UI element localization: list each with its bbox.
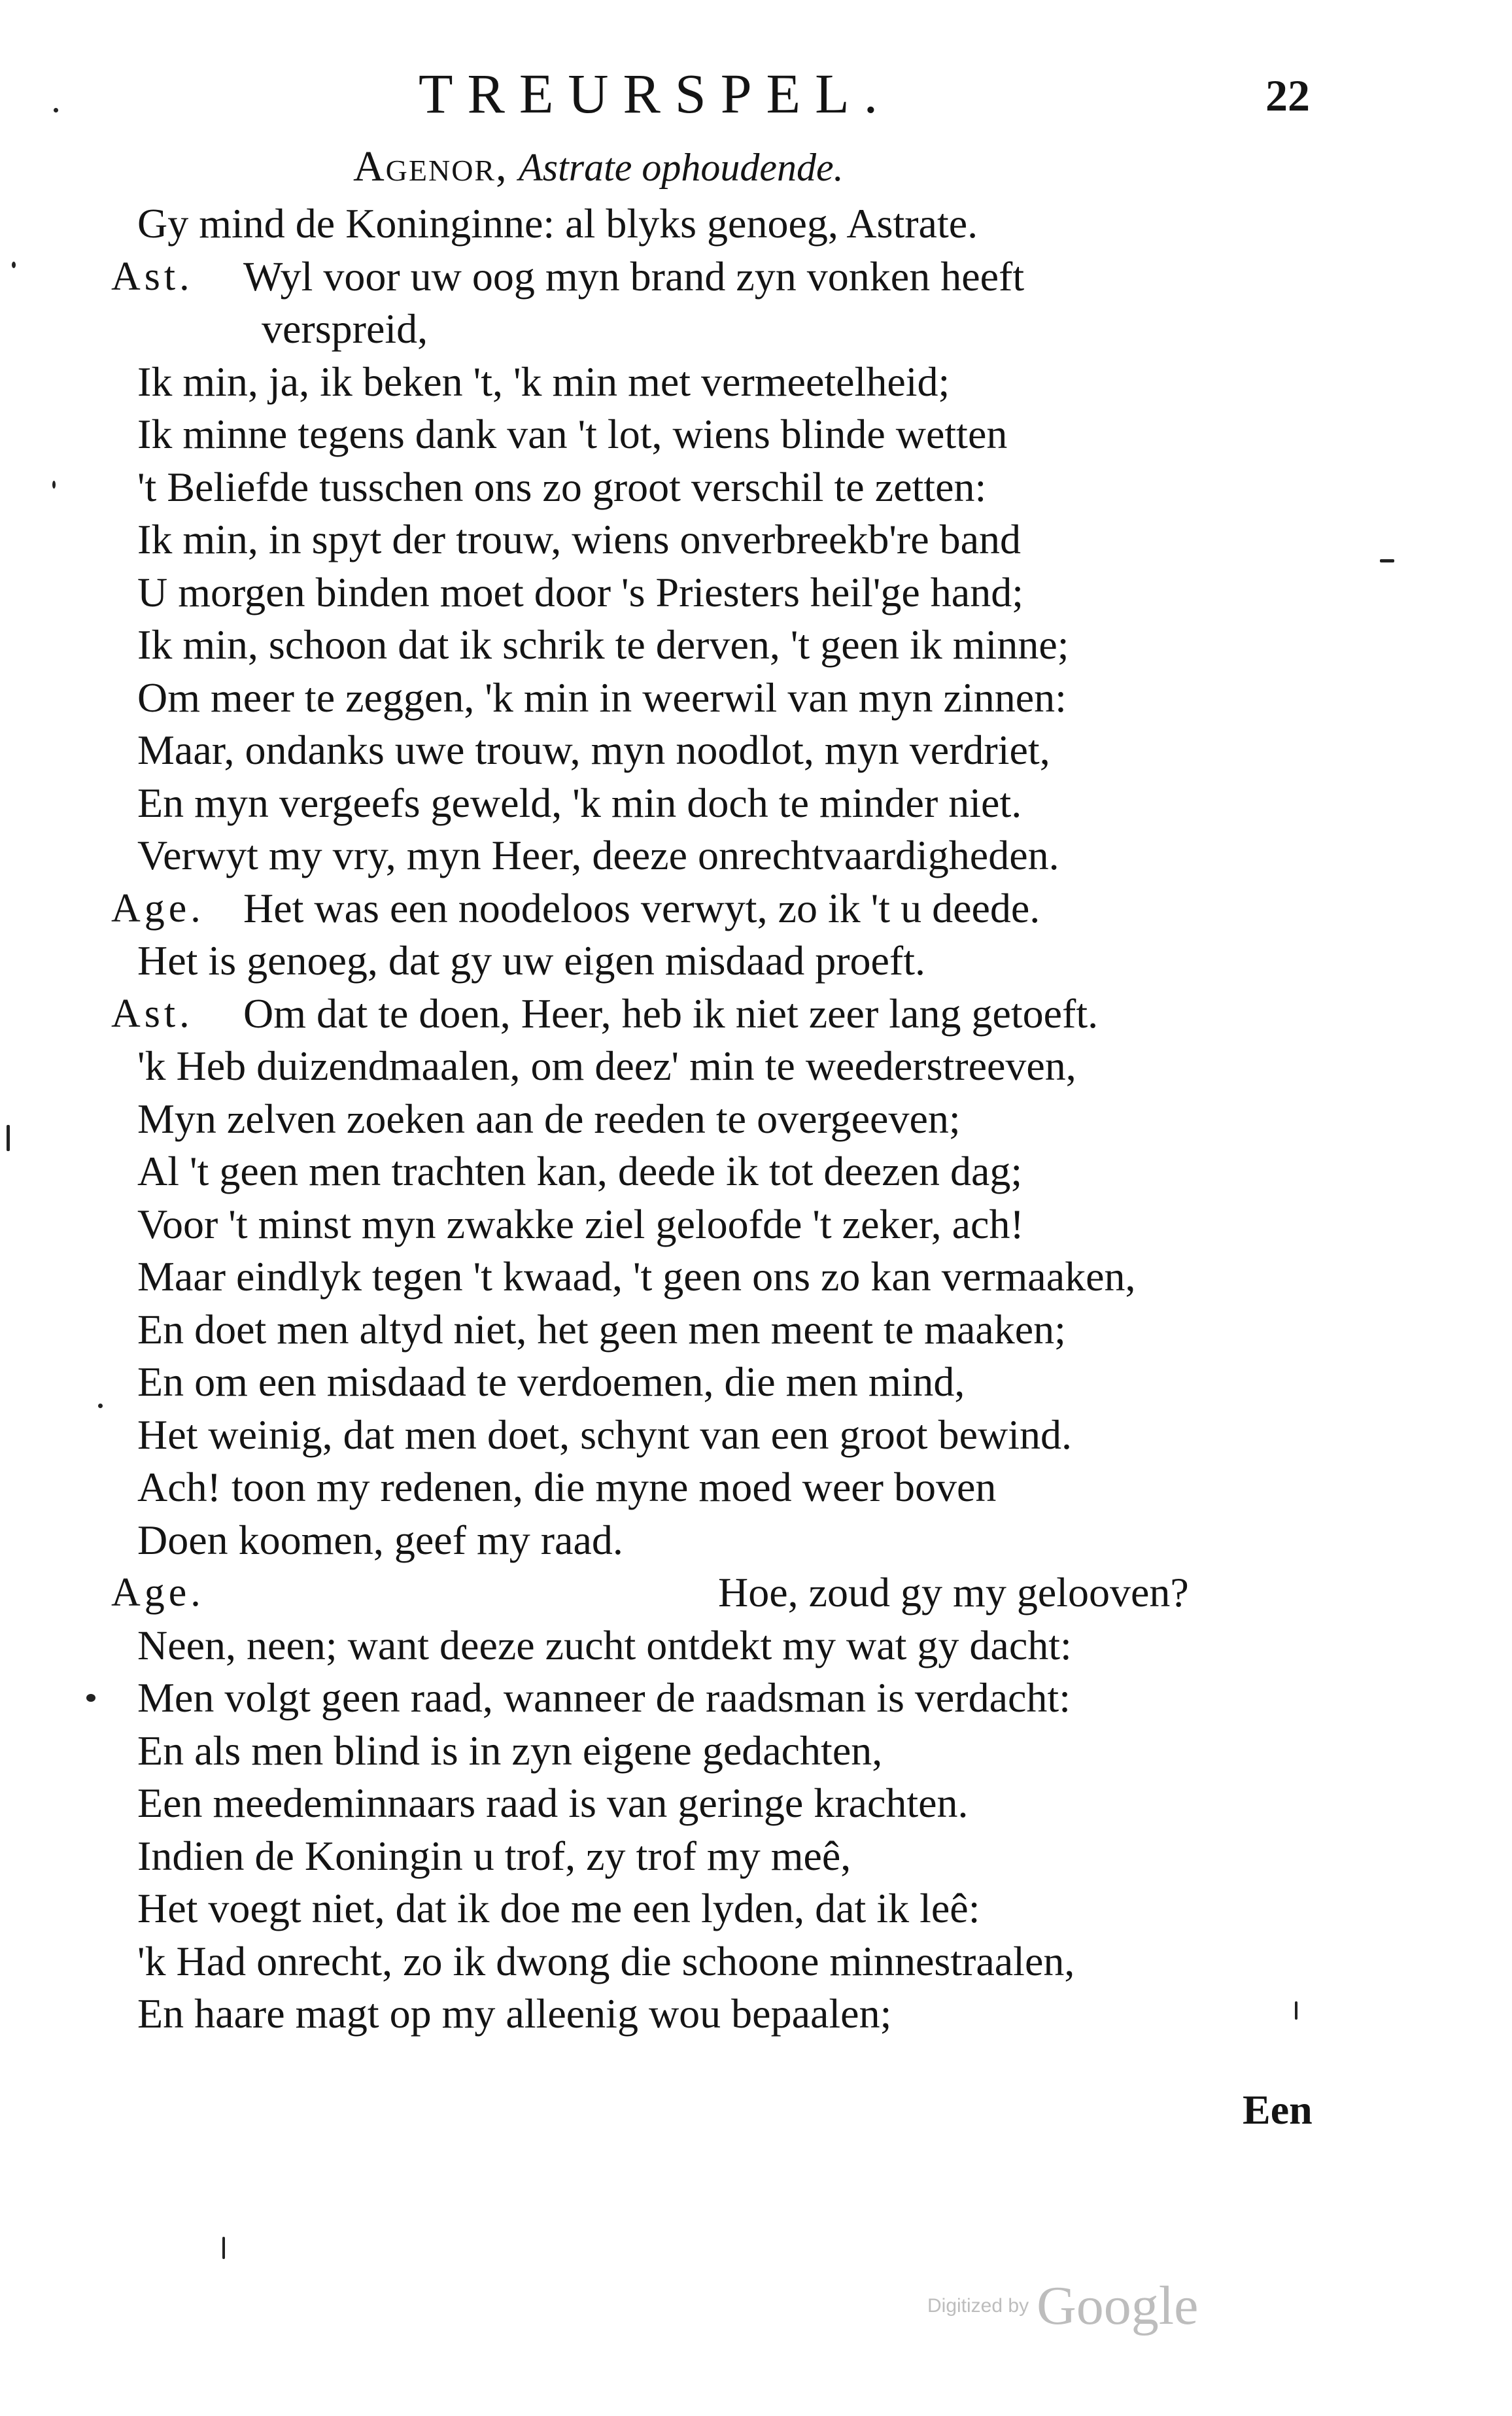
verse-line: En doet men altyd niet, het geen men meent te maaken; — [137, 1306, 1066, 1353]
verse-line: Doen koomen, geef my raad. — [137, 1517, 623, 1563]
scene-heading — [353, 145, 844, 188]
digitized-watermark — [927, 2275, 1199, 2336]
verse-line: Het was een noodeloos verwyt, zo ik 't u deede. — [243, 885, 1040, 931]
verse-line: Men volgt geen raad, wanneer de raadsman is verdacht: — [137, 1674, 1071, 1721]
speaker-label: Ast. — [111, 254, 194, 299]
verse-line: Al 't geen men trachten kan, deede ik tot deezen dag; — [137, 1148, 1023, 1194]
verse-line: Het voegt niet, dat ik doe me een lyden, dat ik leê: — [137, 1885, 980, 1931]
scan-speck — [98, 1404, 103, 1408]
stage-direction: Astrate ophoudende. — [519, 146, 844, 189]
scene-heading-speaker: Agenor, — [353, 143, 508, 190]
verse-line: Ik minne tegens dank van 't lot, wiens blinde wetten — [137, 411, 1008, 457]
verse-line: 't Beliefde tusschen ons zo groot verschil te zetten: — [137, 464, 987, 510]
watermark-prefix: Digitized by — [927, 2295, 1029, 2317]
speaker-label: Ast. — [111, 992, 194, 1036]
verse-line: Maar, ondanks uwe trouw, myn noodlot, myn verdriet, — [137, 727, 1050, 773]
verse-line: Gy mind de Koninginne: al blyks genoeg, Astrate. — [137, 200, 978, 247]
verse-line: En om een misdaad te verdoemen, die men mind, — [137, 1358, 965, 1405]
verse-line: Neen, neen; want deeze zucht ontdekt my wat gy dacht: — [137, 1622, 1072, 1668]
verse-line: 'k Heb duizendmaalen, om deez' min te weederstreeven, — [137, 1043, 1076, 1089]
scan-speck — [86, 1694, 95, 1702]
verse-line: Myn zelven zoeken aan de reeden te overgeeven; — [137, 1096, 961, 1142]
verse-line: Maar eindlyk tegen 't kwaad, 't geen ons zo kan vermaaken, — [137, 1253, 1136, 1300]
verse-line: En haare magt op my alleenig wou bepaalen; — [137, 1990, 892, 2037]
google-logo: Google — [1037, 2275, 1199, 2336]
verse-line: Om meer te zeggen, 'k min in weerwil van myn zinnen: — [137, 674, 1067, 721]
verse-line: U morgen binden moet door 's Priesters heil'ge hand; — [137, 569, 1023, 615]
scan-speck — [222, 2237, 225, 2259]
verse-line: Indien de Koningin u trof, zy trof my meê, — [137, 1833, 851, 1879]
scan-speck — [1295, 2001, 1297, 2020]
verse-line: Voor 't minst myn zwakke ziel geloofde 't zeker, ach! — [137, 1201, 1024, 1247]
verse-line: Om dat te doen, Heer, heb ik niet zeer lang getoeft. — [243, 990, 1099, 1037]
verse-line: Ik min, in spyt der trouw, wiens onverbreekb're band — [137, 516, 1022, 562]
scan-speck — [1380, 559, 1394, 562]
speaker-label: Age. — [111, 886, 205, 931]
verse-line: En als men blind is in zyn eigene gedachten, — [137, 1727, 883, 1774]
verse-line: verspreid, — [262, 305, 428, 352]
verse-line: 'k Had onrecht, zo ik dwong die schoone minnestraalen, — [137, 1938, 1075, 1984]
verse-line: Het weinig, dat men doet, schynt van een groot bewind. — [137, 1411, 1072, 1458]
verse-line: Hoe, zoud gy my gelooven? — [718, 1569, 1189, 1615]
verse-line: Wyl voor uw oog myn brand zyn vonken heeft — [243, 253, 1025, 300]
verse-line: Ik min, ja, ik beken 't, 'k min met vermeetelheid; — [137, 358, 950, 405]
page-number: 22 — [1265, 71, 1310, 120]
catchword: Een — [1243, 2086, 1313, 2133]
speaker-label: Age. — [111, 1570, 205, 1615]
verse-line: Het is genoeg, dat gy uw eigen misdaad proeft. — [137, 937, 925, 984]
verse-line: Ik min, schoon dat ik schrik te derven, 't geen ik minne; — [137, 621, 1069, 668]
scan-speck — [54, 108, 58, 112]
scan-speck — [12, 262, 16, 268]
verse-line: Een meedeminnaars raad is van geringe krachten. — [137, 1780, 969, 1826]
running-title: TREURSPEL. — [419, 62, 893, 125]
verse-line: En myn vergeefs geweld, 'k min doch te minder niet. — [137, 780, 1022, 826]
scan-speck — [7, 1125, 10, 1151]
verse-line: Verwyt my vry, myn Heer, deeze onrechtvaardigheden. — [137, 832, 1059, 878]
verse-line: Ach! toon my redenen, die myne moed weer boven — [137, 1464, 997, 1510]
scan-speck — [52, 481, 56, 489]
